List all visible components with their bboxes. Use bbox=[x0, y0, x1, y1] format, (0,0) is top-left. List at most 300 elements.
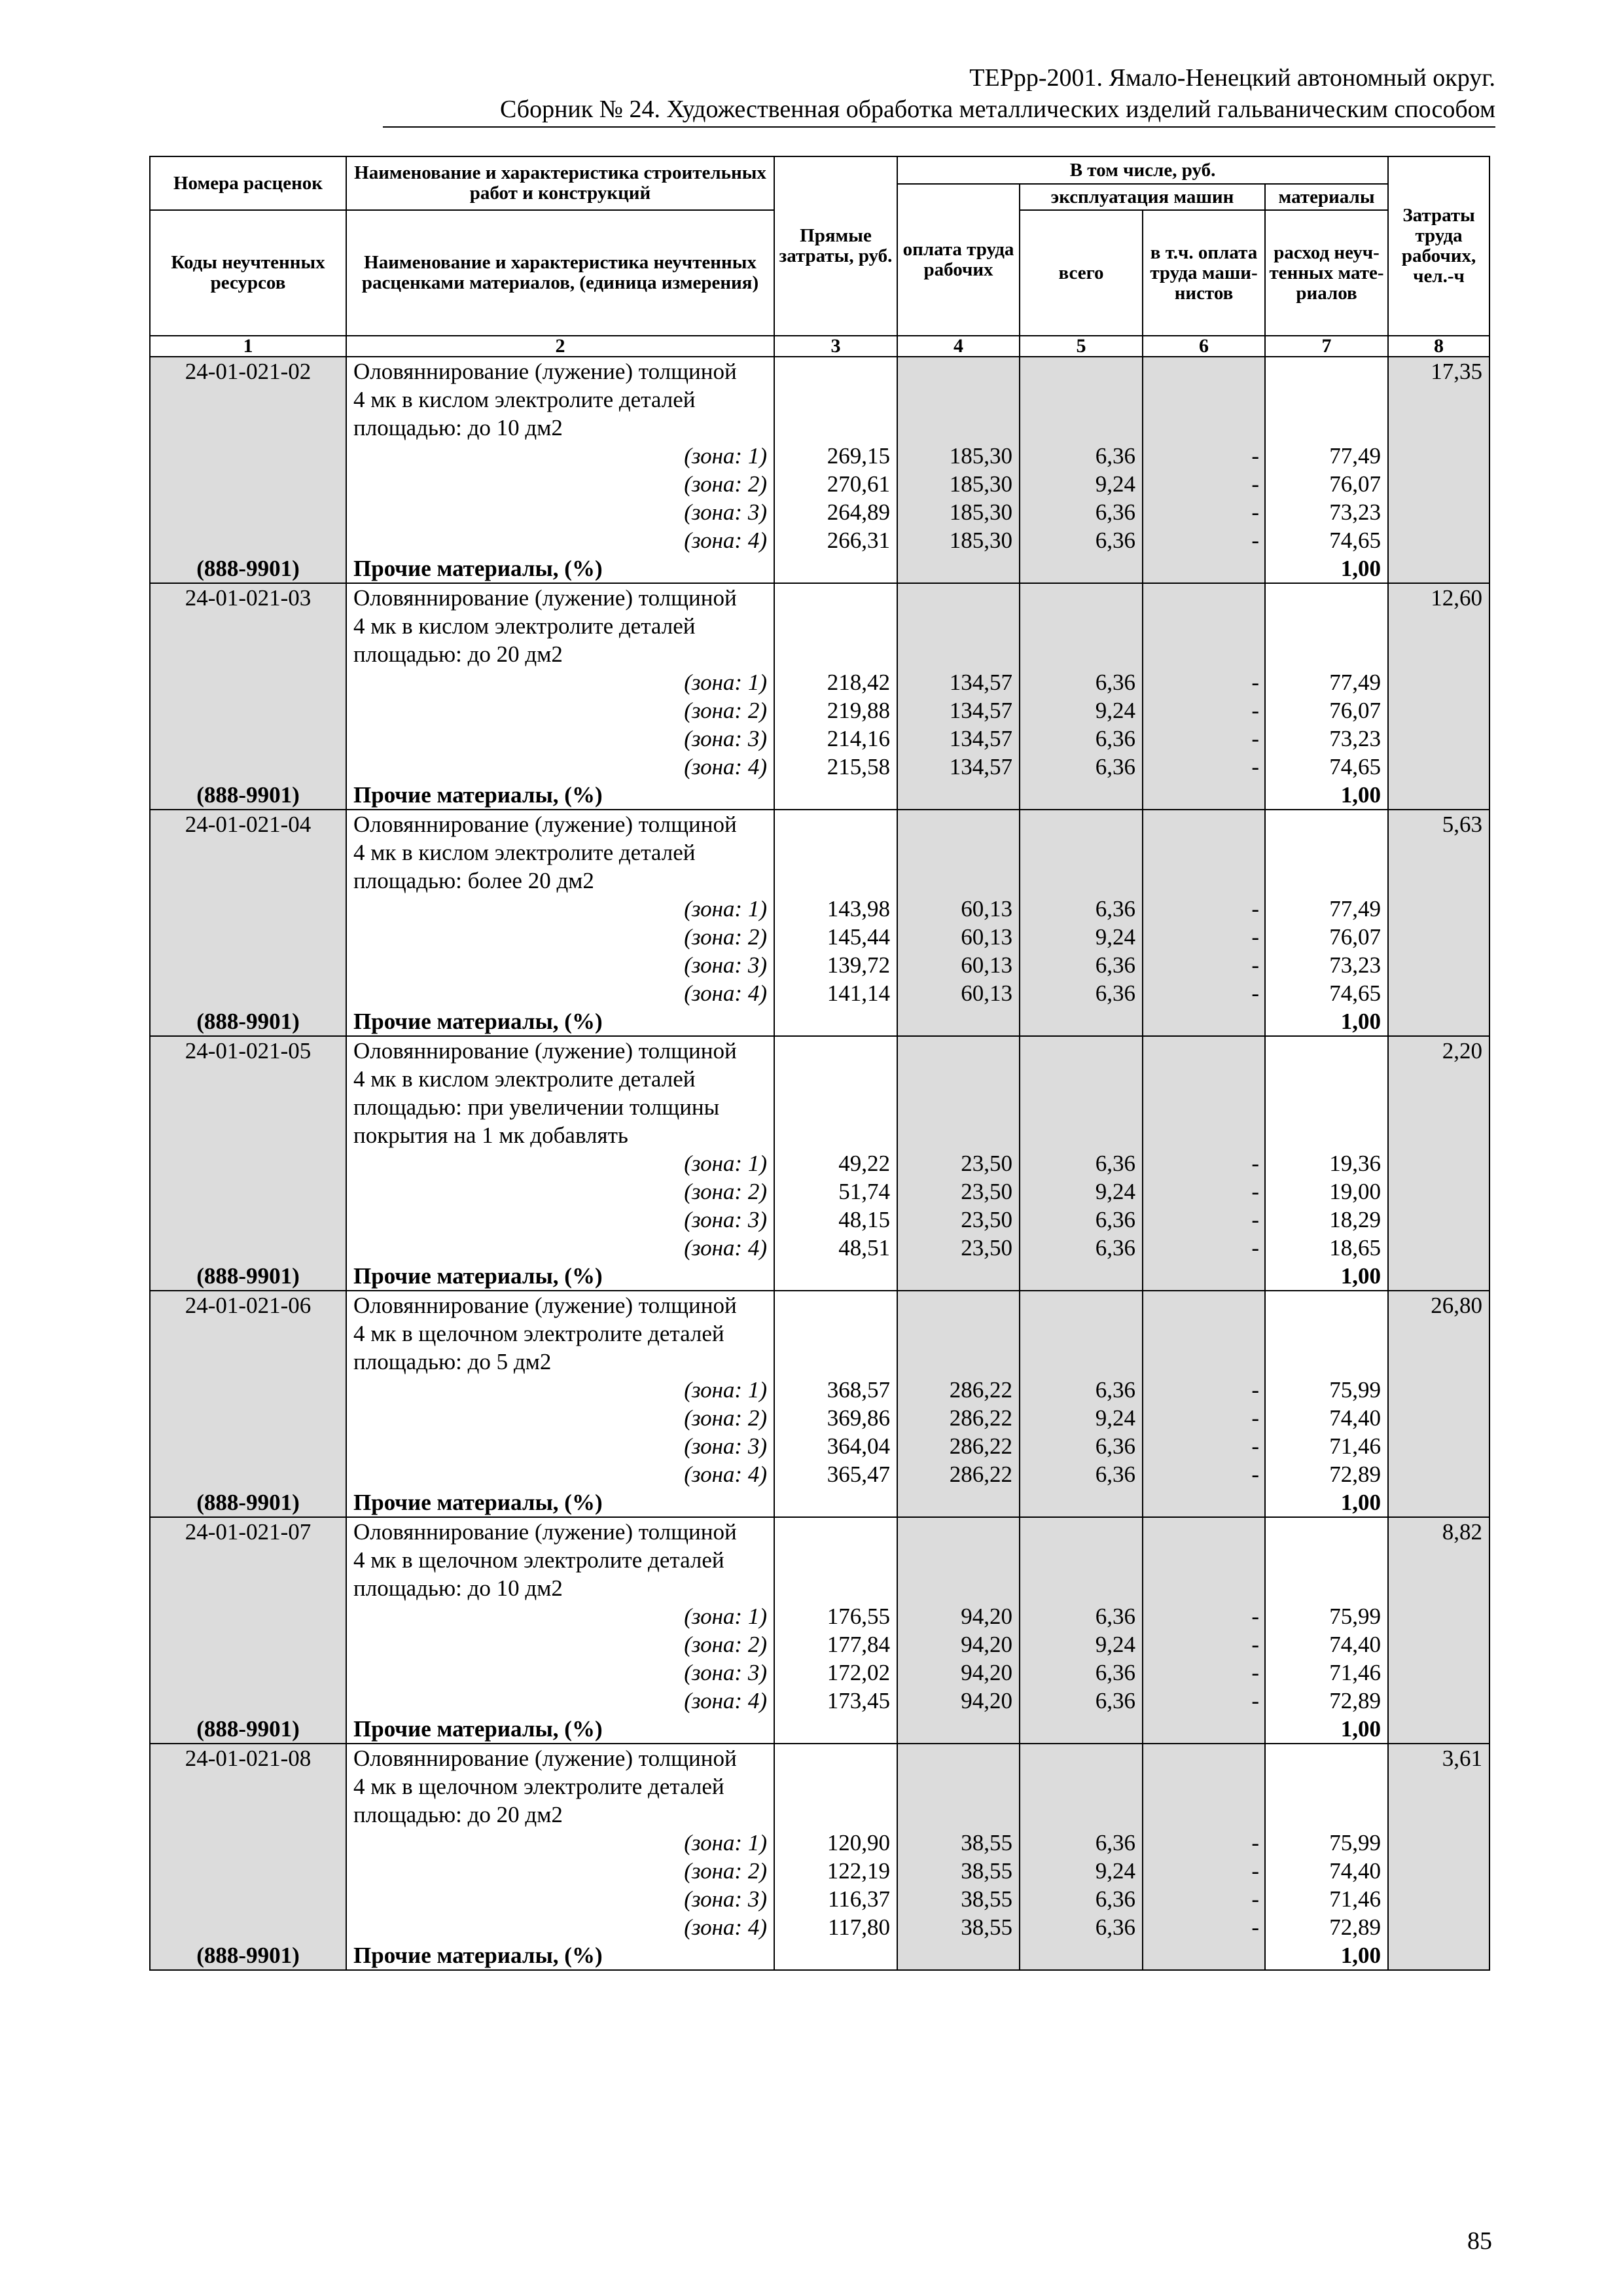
machine-total: 6,36 bbox=[1020, 725, 1143, 753]
machine-total: 9,24 bbox=[1020, 1630, 1143, 1659]
material-cell bbox=[1265, 612, 1388, 640]
direct-cost-cell bbox=[774, 554, 897, 583]
wage-cell bbox=[897, 1574, 1020, 1602]
rate-code-cell bbox=[150, 838, 346, 867]
direct-cost: 172,02 bbox=[774, 1659, 897, 1687]
labor-cost-cell bbox=[1388, 1121, 1489, 1149]
materials-cost: 76,07 bbox=[1265, 923, 1388, 951]
machinist-wage: - bbox=[1143, 1857, 1265, 1885]
material-cell bbox=[1265, 414, 1388, 442]
direct-cost: 139,72 bbox=[774, 951, 897, 979]
zone-row bbox=[150, 1913, 1489, 1941]
zone-label: (зона: 4) bbox=[346, 526, 774, 554]
rate-code-cell bbox=[150, 1121, 346, 1149]
machinist-wage: - bbox=[1143, 1687, 1265, 1715]
machine-cell bbox=[1020, 838, 1143, 867]
machine-wage-cell bbox=[1143, 1319, 1265, 1348]
machine-wage-cell bbox=[1143, 1121, 1265, 1149]
direct-cost: 145,44 bbox=[774, 923, 897, 951]
machinist-wage: - bbox=[1143, 1885, 1265, 1913]
materials-cost: 75,99 bbox=[1265, 1376, 1388, 1404]
zone-row bbox=[150, 1234, 1489, 1262]
machine-total: 6,36 bbox=[1020, 526, 1143, 554]
direct-cost: 270,61 bbox=[774, 470, 897, 498]
machine-cell bbox=[1020, 1488, 1143, 1517]
machine-total: 6,36 bbox=[1020, 1602, 1143, 1630]
materials-cost: 72,89 bbox=[1265, 1913, 1388, 1941]
zone-row bbox=[150, 1602, 1489, 1630]
machine-cell bbox=[1020, 640, 1143, 668]
direct-cost-cell bbox=[774, 1744, 897, 1772]
labor-cost-cell bbox=[1388, 781, 1489, 810]
machine-wage-cell bbox=[1143, 1744, 1265, 1772]
material-cell bbox=[1265, 1319, 1388, 1348]
rate-code-cell bbox=[150, 895, 346, 923]
column-number: 1 bbox=[150, 336, 346, 357]
machine-wage-cell bbox=[1143, 1291, 1265, 1319]
column-number: 3 bbox=[774, 336, 897, 357]
resource-name: Прочие материалы, (%) bbox=[346, 1715, 774, 1744]
labor-cost-cell bbox=[1388, 895, 1489, 923]
direct-cost: 116,37 bbox=[774, 1885, 897, 1913]
rate-code-cell bbox=[150, 1913, 346, 1941]
header-direct-costs: Прямые затраты, руб. bbox=[774, 156, 897, 336]
material-cell bbox=[1265, 1065, 1388, 1093]
direct-cost: 122,19 bbox=[774, 1857, 897, 1885]
zone-label: (зона: 2) bbox=[346, 923, 774, 951]
direct-cost: 269,15 bbox=[774, 442, 897, 470]
wage-cell bbox=[897, 1262, 1020, 1291]
machine-cell bbox=[1020, 1093, 1143, 1121]
zone-row bbox=[150, 753, 1489, 781]
direct-cost: 369,86 bbox=[774, 1404, 897, 1432]
direct-cost-cell bbox=[774, 1715, 897, 1744]
material-cell bbox=[1265, 1093, 1388, 1121]
materials-cost: 77,49 bbox=[1265, 895, 1388, 923]
resource-quantity: 1,00 bbox=[1265, 554, 1388, 583]
materials-cost: 73,23 bbox=[1265, 498, 1388, 526]
material-cell bbox=[1265, 357, 1388, 386]
rate-description-line: Оловяннирование (лужение) толщиной bbox=[346, 357, 774, 386]
machine-wage-cell bbox=[1143, 357, 1265, 386]
direct-cost-cell bbox=[774, 1262, 897, 1291]
machinist-wage: - bbox=[1143, 1376, 1265, 1404]
machine-wage-cell bbox=[1143, 867, 1265, 895]
resource-code: (888-9901) bbox=[150, 1941, 346, 1970]
rate-description-line: 4 мк в кислом электролите деталей bbox=[346, 838, 774, 867]
direct-cost: 143,98 bbox=[774, 895, 897, 923]
rate-description-row bbox=[150, 867, 1489, 895]
labor-cost-cell bbox=[1388, 1687, 1489, 1715]
zone-label: (зона: 3) bbox=[346, 1432, 774, 1460]
zone-label: (зона: 1) bbox=[346, 895, 774, 923]
worker-wage: 38,55 bbox=[897, 1857, 1020, 1885]
worker-wage: 134,57 bbox=[897, 725, 1020, 753]
materials-cost: 71,46 bbox=[1265, 1659, 1388, 1687]
resource-code: (888-9901) bbox=[150, 1262, 346, 1291]
direct-cost-cell bbox=[774, 781, 897, 810]
rate-description-line: площадью: до 20 дм2 bbox=[346, 640, 774, 668]
direct-cost: 264,89 bbox=[774, 498, 897, 526]
direct-cost-cell bbox=[774, 386, 897, 414]
materials-cost: 74,40 bbox=[1265, 1404, 1388, 1432]
rate-code: 24-01-021-07 bbox=[150, 1517, 346, 1546]
machine-cell bbox=[1020, 810, 1143, 838]
column-number: 2 bbox=[346, 336, 774, 357]
rate-code-cell bbox=[150, 951, 346, 979]
direct-cost: 48,15 bbox=[774, 1206, 897, 1234]
rate-code-cell bbox=[150, 1574, 346, 1602]
worker-wage: 286,22 bbox=[897, 1432, 1020, 1460]
direct-cost: 51,74 bbox=[774, 1177, 897, 1206]
machinist-wage: - bbox=[1143, 1206, 1265, 1234]
direct-cost: 266,31 bbox=[774, 526, 897, 554]
material-cell bbox=[1265, 386, 1388, 414]
header-material-consumption: расход неуч- тенных мате- риалов bbox=[1265, 210, 1388, 336]
header-material-name: Наименование и характеристика неучтенных расценками материалов, (единица измерения) bbox=[346, 210, 774, 336]
machine-wage-cell bbox=[1143, 1007, 1265, 1036]
wage-cell bbox=[897, 781, 1020, 810]
direct-cost: 49,22 bbox=[774, 1149, 897, 1177]
rate-description-line: 4 мк в щелочном электролите деталей bbox=[346, 1319, 774, 1348]
resource-code: (888-9901) bbox=[150, 781, 346, 810]
labor-cost-cell bbox=[1388, 1772, 1489, 1801]
zone-row bbox=[150, 1149, 1489, 1177]
resource-name: Прочие материалы, (%) bbox=[346, 1262, 774, 1291]
worker-wage: 286,22 bbox=[897, 1460, 1020, 1488]
rate-code-cell bbox=[150, 1801, 346, 1829]
zone-label: (зона: 2) bbox=[346, 696, 774, 725]
labor-cost-cell bbox=[1388, 442, 1489, 470]
rate-code-cell bbox=[150, 725, 346, 753]
rate-code-cell bbox=[150, 526, 346, 554]
zone-label: (зона: 4) bbox=[346, 753, 774, 781]
direct-cost: 219,88 bbox=[774, 696, 897, 725]
rate-description-row bbox=[150, 1121, 1489, 1149]
direct-cost-cell bbox=[774, 1772, 897, 1801]
materials-cost: 74,65 bbox=[1265, 753, 1388, 781]
machine-cell bbox=[1020, 1517, 1143, 1546]
labor-cost-cell bbox=[1388, 951, 1489, 979]
zone-label: (зона: 3) bbox=[346, 1885, 774, 1913]
machine-total: 9,24 bbox=[1020, 1404, 1143, 1432]
rate-code-cell bbox=[150, 668, 346, 696]
header-labor-costs: Затраты труда рабочих, чел.-ч bbox=[1388, 156, 1489, 336]
labor-cost-cell bbox=[1388, 1885, 1489, 1913]
zone-label: (зона: 3) bbox=[346, 1206, 774, 1234]
machinist-wage: - bbox=[1143, 696, 1265, 725]
machinist-wage: - bbox=[1143, 470, 1265, 498]
material-cell bbox=[1265, 1036, 1388, 1065]
rate-code-cell bbox=[150, 1432, 346, 1460]
worker-wage: 286,22 bbox=[897, 1376, 1020, 1404]
wage-cell bbox=[897, 1007, 1020, 1036]
material-cell bbox=[1265, 1801, 1388, 1829]
zone-row bbox=[150, 668, 1489, 696]
wage-cell bbox=[897, 1517, 1020, 1546]
worker-wage: 94,20 bbox=[897, 1602, 1020, 1630]
worker-wage: 23,50 bbox=[897, 1206, 1020, 1234]
machinist-wage: - bbox=[1143, 1149, 1265, 1177]
rate-description-line: площадью: до 20 дм2 bbox=[346, 1801, 774, 1829]
zone-label: (зона: 4) bbox=[346, 979, 774, 1007]
worker-wage: 60,13 bbox=[897, 923, 1020, 951]
machine-cell bbox=[1020, 1941, 1143, 1970]
rate-code-cell bbox=[150, 1177, 346, 1206]
rate-code-cell bbox=[150, 1829, 346, 1857]
rate-code-cell bbox=[150, 1885, 346, 1913]
machine-total: 6,36 bbox=[1020, 498, 1143, 526]
rate-description-row bbox=[150, 1319, 1489, 1348]
resource-code: (888-9901) bbox=[150, 1007, 346, 1036]
machine-wage-cell bbox=[1143, 640, 1265, 668]
machine-cell bbox=[1020, 1065, 1143, 1093]
labor-cost-cell bbox=[1388, 526, 1489, 554]
worker-wage: 185,30 bbox=[897, 498, 1020, 526]
machine-cell bbox=[1020, 1262, 1143, 1291]
machine-cell bbox=[1020, 554, 1143, 583]
machine-wage-cell bbox=[1143, 1488, 1265, 1517]
rate-code-cell bbox=[150, 470, 346, 498]
machine-total: 6,36 bbox=[1020, 1206, 1143, 1234]
rate-code-cell bbox=[150, 696, 346, 725]
machine-total: 6,36 bbox=[1020, 979, 1143, 1007]
rate-code-cell bbox=[150, 1857, 346, 1885]
materials-cost: 75,99 bbox=[1265, 1829, 1388, 1857]
machine-wage-cell bbox=[1143, 1065, 1265, 1093]
rate-code-cell bbox=[150, 640, 346, 668]
worker-wage: 286,22 bbox=[897, 1404, 1020, 1432]
machinist-wage: - bbox=[1143, 1460, 1265, 1488]
labor-cost-cell bbox=[1388, 1857, 1489, 1885]
direct-cost: 173,45 bbox=[774, 1687, 897, 1715]
direct-cost: 368,57 bbox=[774, 1376, 897, 1404]
rate-code-cell bbox=[150, 979, 346, 1007]
machine-total: 6,36 bbox=[1020, 753, 1143, 781]
labor-cost-cell bbox=[1388, 1206, 1489, 1234]
material-cell bbox=[1265, 1574, 1388, 1602]
rate-code-cell bbox=[150, 1602, 346, 1630]
resource-row bbox=[150, 1262, 1489, 1291]
resource-quantity: 1,00 bbox=[1265, 1488, 1388, 1517]
rate-code-cell bbox=[150, 1234, 346, 1262]
machine-cell bbox=[1020, 612, 1143, 640]
material-cell bbox=[1265, 1121, 1388, 1149]
resource-quantity: 1,00 bbox=[1265, 781, 1388, 810]
resource-quantity: 1,00 bbox=[1265, 1941, 1388, 1970]
machine-total: 6,36 bbox=[1020, 1687, 1143, 1715]
zone-row bbox=[150, 1206, 1489, 1234]
rate-description-line: 4 мк в кислом электролите деталей bbox=[346, 1065, 774, 1093]
machine-total: 6,36 bbox=[1020, 895, 1143, 923]
page-number: 85 bbox=[1467, 2227, 1492, 2255]
machine-wage-cell bbox=[1143, 414, 1265, 442]
rate-description-line: покрытия на 1 мк добавлять bbox=[346, 1121, 774, 1149]
wage-cell bbox=[897, 386, 1020, 414]
column-number: 8 bbox=[1388, 336, 1489, 357]
zone-label: (зона: 2) bbox=[346, 1630, 774, 1659]
rate-description-row bbox=[150, 1546, 1489, 1574]
machine-cell bbox=[1020, 1546, 1143, 1574]
labor-cost-cell bbox=[1388, 554, 1489, 583]
resource-row bbox=[150, 1007, 1489, 1036]
zone-label: (зона: 3) bbox=[346, 725, 774, 753]
column-number: 6 bbox=[1143, 336, 1265, 357]
wage-cell bbox=[897, 612, 1020, 640]
machine-wage-cell bbox=[1143, 810, 1265, 838]
direct-cost: 120,90 bbox=[774, 1829, 897, 1857]
materials-cost: 72,89 bbox=[1265, 1460, 1388, 1488]
zone-label: (зона: 4) bbox=[346, 1913, 774, 1941]
resource-code: (888-9901) bbox=[150, 554, 346, 583]
labor-cost-cell bbox=[1388, 923, 1489, 951]
rate-code-cell bbox=[150, 753, 346, 781]
materials-cost: 18,29 bbox=[1265, 1206, 1388, 1234]
zone-row bbox=[150, 1432, 1489, 1460]
direct-cost-cell bbox=[774, 810, 897, 838]
labor-cost-cell bbox=[1388, 696, 1489, 725]
machine-total: 6,36 bbox=[1020, 1913, 1143, 1941]
worker-wage: 134,57 bbox=[897, 668, 1020, 696]
rate-description-row bbox=[150, 1036, 1489, 1065]
machine-wage-cell bbox=[1143, 838, 1265, 867]
rate-code-cell bbox=[150, 923, 346, 951]
wage-cell bbox=[897, 1093, 1020, 1121]
direct-cost: 365,47 bbox=[774, 1460, 897, 1488]
rate-description-line: площадью: до 10 дм2 bbox=[346, 1574, 774, 1602]
machine-wage-cell bbox=[1143, 1517, 1265, 1546]
machinist-wage: - bbox=[1143, 951, 1265, 979]
zone-label: (зона: 1) bbox=[346, 1602, 774, 1630]
direct-cost-cell bbox=[774, 1007, 897, 1036]
machine-cell bbox=[1020, 1348, 1143, 1376]
machine-total: 6,36 bbox=[1020, 1885, 1143, 1913]
direct-cost: 218,42 bbox=[774, 668, 897, 696]
zone-label: (зона: 1) bbox=[346, 1149, 774, 1177]
wage-cell bbox=[897, 1744, 1020, 1772]
machine-total: 6,36 bbox=[1020, 442, 1143, 470]
wage-cell bbox=[897, 1941, 1020, 1970]
wage-cell bbox=[897, 1772, 1020, 1801]
resource-name: Прочие материалы, (%) bbox=[346, 1488, 774, 1517]
machine-wage-cell bbox=[1143, 583, 1265, 612]
zone-label: (зона: 2) bbox=[346, 1177, 774, 1206]
header-rule bbox=[383, 126, 1495, 128]
labor-cost-cell bbox=[1388, 1574, 1489, 1602]
resource-row bbox=[150, 781, 1489, 810]
wage-cell bbox=[897, 1546, 1020, 1574]
direct-cost-cell bbox=[774, 414, 897, 442]
labor-cost-cell bbox=[1388, 979, 1489, 1007]
machine-cell bbox=[1020, 1007, 1143, 1036]
zone-label: (зона: 1) bbox=[346, 442, 774, 470]
materials-cost: 74,65 bbox=[1265, 979, 1388, 1007]
worker-wage: 38,55 bbox=[897, 1913, 1020, 1941]
rate-description-row bbox=[150, 838, 1489, 867]
rate-code-cell bbox=[150, 1149, 346, 1177]
direct-cost-cell bbox=[774, 583, 897, 612]
labor-cost-cell bbox=[1388, 838, 1489, 867]
machinist-wage: - bbox=[1143, 1404, 1265, 1432]
rate-code-cell bbox=[150, 1348, 346, 1376]
zone-row bbox=[150, 923, 1489, 951]
column-number: 4 bbox=[897, 336, 1020, 357]
rate-description-line: Оловяннирование (лужение) толщиной bbox=[346, 1036, 774, 1065]
material-cell bbox=[1265, 838, 1388, 867]
materials-cost: 76,07 bbox=[1265, 696, 1388, 725]
rate-description-row bbox=[150, 1517, 1489, 1546]
resource-row bbox=[150, 554, 1489, 583]
machinist-wage: - bbox=[1143, 725, 1265, 753]
resource-name: Прочие материалы, (%) bbox=[346, 554, 774, 583]
labor-cost-cell bbox=[1388, 1319, 1489, 1348]
machine-wage-cell bbox=[1143, 781, 1265, 810]
worker-wage: 23,50 bbox=[897, 1177, 1020, 1206]
direct-cost: 176,55 bbox=[774, 1602, 897, 1630]
wage-cell bbox=[897, 838, 1020, 867]
labor-cost-cell bbox=[1388, 1546, 1489, 1574]
rate-description-row bbox=[150, 810, 1489, 838]
rate-description-row bbox=[150, 357, 1489, 386]
materials-cost: 77,49 bbox=[1265, 668, 1388, 696]
machine-wage-cell bbox=[1143, 1546, 1265, 1574]
direct-cost-cell bbox=[774, 1941, 897, 1970]
machine-cell bbox=[1020, 1772, 1143, 1801]
machinist-wage: - bbox=[1143, 1630, 1265, 1659]
wage-cell bbox=[897, 1715, 1020, 1744]
wage-cell bbox=[897, 1348, 1020, 1376]
materials-cost: 74,65 bbox=[1265, 526, 1388, 554]
machine-total: 6,36 bbox=[1020, 668, 1143, 696]
rate-code-cell bbox=[150, 1630, 346, 1659]
machine-wage-cell bbox=[1143, 1772, 1265, 1801]
labor-cost-cell bbox=[1388, 867, 1489, 895]
worker-wage: 23,50 bbox=[897, 1234, 1020, 1262]
labor-cost-cell bbox=[1388, 1913, 1489, 1941]
zone-label: (зона: 4) bbox=[346, 1234, 774, 1262]
machinist-wage: - bbox=[1143, 753, 1265, 781]
rate-code-cell bbox=[150, 612, 346, 640]
zone-row bbox=[150, 470, 1489, 498]
rate-code-cell bbox=[150, 1319, 346, 1348]
materials-cost: 71,46 bbox=[1265, 1432, 1388, 1460]
zone-row bbox=[150, 979, 1489, 1007]
direct-cost: 215,58 bbox=[774, 753, 897, 781]
rate-description-line: Оловяннирование (лужение) толщиной bbox=[346, 1517, 774, 1546]
column-number: 5 bbox=[1020, 336, 1143, 357]
materials-cost: 19,36 bbox=[1265, 1149, 1388, 1177]
labor-cost-cell bbox=[1388, 1829, 1489, 1857]
worker-wage: 94,20 bbox=[897, 1630, 1020, 1659]
zone-row bbox=[150, 1829, 1489, 1857]
material-cell bbox=[1265, 1772, 1388, 1801]
labor-cost-cell bbox=[1388, 1630, 1489, 1659]
labor-cost-cell bbox=[1388, 1376, 1489, 1404]
resource-row bbox=[150, 1715, 1489, 1744]
labor-cost-cell bbox=[1388, 1262, 1489, 1291]
labor-cost: 8,82 bbox=[1388, 1517, 1489, 1546]
zone-label: (зона: 2) bbox=[346, 470, 774, 498]
machine-cell bbox=[1020, 781, 1143, 810]
machine-wage-cell bbox=[1143, 1036, 1265, 1065]
wage-cell bbox=[897, 1065, 1020, 1093]
rate-code-cell bbox=[150, 414, 346, 442]
rate-code-cell bbox=[150, 1460, 346, 1488]
machinist-wage: - bbox=[1143, 895, 1265, 923]
rate-description-row bbox=[150, 640, 1489, 668]
rate-description-line: Оловяннирование (лужение) толщиной bbox=[346, 1291, 774, 1319]
materials-cost: 77,49 bbox=[1265, 442, 1388, 470]
